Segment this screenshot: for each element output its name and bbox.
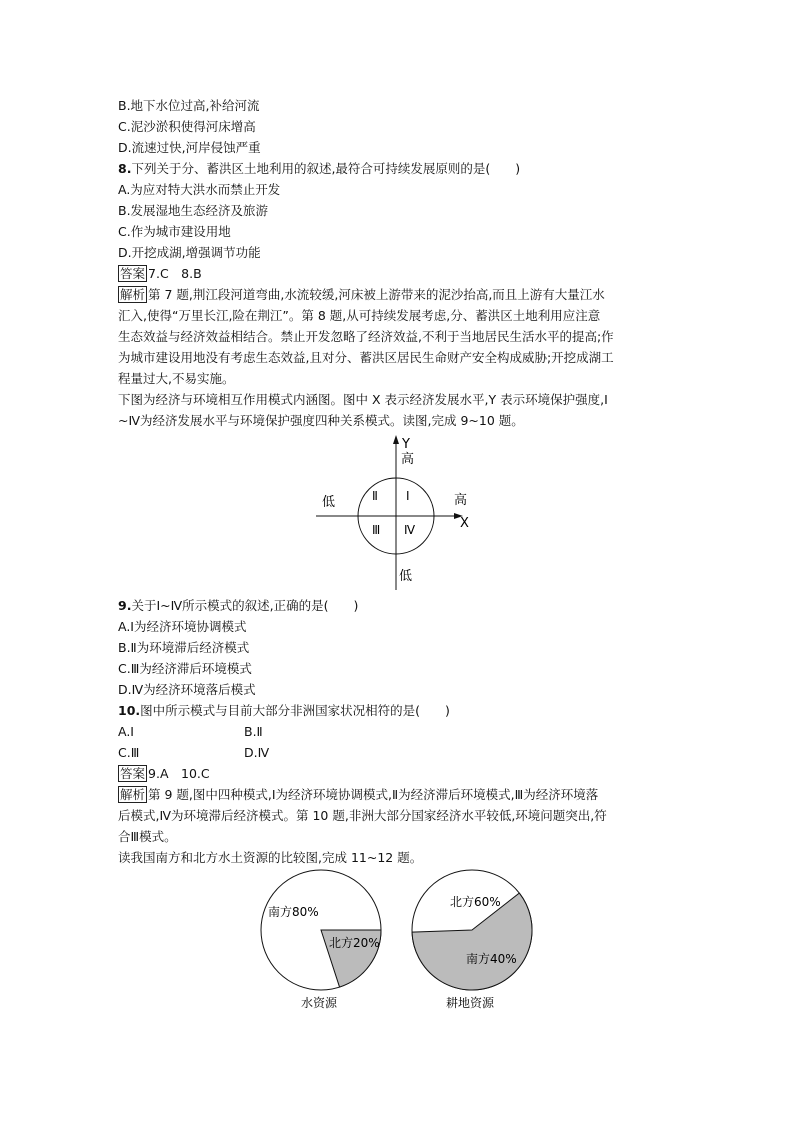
analysis-line: 汇入,使得“万里长江,险在荆江”。第 8 题,从可持续发展考虑,分、蓄洪区土地利用应注意 [118, 308, 601, 323]
water-south-label: 南方80% [268, 905, 319, 919]
answer-label: 答案 [120, 266, 146, 281]
analysis-line: 为城市建设用地没有考虑生态效益,且对分、蓄洪区居民生命财产安全构成威胁;开挖成湖工 [118, 350, 614, 365]
analysis-text: 第 9 题,图中四种模式,Ⅰ为经济环境协调模式,Ⅱ为经济滞后环境模式,Ⅲ为经济环境落 [148, 787, 599, 802]
q9-option-d: D.Ⅳ为经济环境落后模式 [118, 682, 256, 697]
x-axis-label: X [460, 516, 469, 531]
intro-line: 读我国南方和北方水土资源的比较图,完成 11~12 题。 [118, 850, 423, 865]
analysis-line: 生态效益与经济效益相结合。禁止开发忽略了经济效益,不利于当地居民生活水平的提高;作 [118, 329, 614, 344]
y-axis-arrow [393, 435, 399, 444]
q10-number: 10. [118, 703, 141, 718]
answer-text: 7.C 8.B [148, 266, 202, 281]
analysis-line: 合Ⅲ模式。 [118, 829, 177, 844]
intro-line: ~Ⅳ为经济发展水平与环境保护强度四种关系模式。读图,完成 9~10 题。 [118, 413, 524, 428]
q8-option-d: D.开挖成湖,增强调节功能 [118, 245, 261, 260]
q7-option-d: D.流速过快,河岸侵蚀严重 [118, 140, 261, 155]
answer-block-2 [118, 764, 210, 784]
q8-stem-text: 下列关于分、蓄洪区土地利用的叙述,最符合可持续发展原则的是( ) [131, 161, 521, 176]
q9-stem [118, 596, 358, 616]
analysis-text: 第 7 题,荆江段河道弯曲,水流较缓,河床被上游带来的泥沙抬高,而且上游有大量江水 [148, 287, 605, 302]
farmland-pie-title: 耕地资源 [446, 996, 495, 1010]
analysis-line [118, 285, 605, 305]
answer-text: 9.A 10.C [148, 766, 210, 781]
analysis-label: 解析 [120, 787, 146, 802]
y-high-label: 高 [401, 452, 415, 467]
q10-option-b: B.Ⅱ [244, 724, 263, 739]
quadrant-2-label: Ⅱ [372, 489, 378, 503]
q10-option-a: A.Ⅰ [118, 724, 134, 739]
analysis-line [118, 785, 598, 805]
analysis-label: 解析 [120, 287, 146, 302]
farmland-south-label: 南方40% [466, 952, 517, 966]
answer-block-1 [118, 264, 202, 284]
quadrant-3-label: Ⅲ [372, 523, 381, 537]
q9-stem-text: 关于Ⅰ~Ⅳ所示模式的叙述,正确的是( ) [131, 598, 359, 613]
q10-stem [118, 701, 450, 721]
quadrant-1-label: Ⅰ [406, 489, 410, 503]
quadrant-4-label: Ⅳ [404, 523, 416, 537]
analysis-line: 后模式,Ⅳ为环境滞后经济模式。第 10 题,非洲大部分国家经济水平较低,环境问题突出,符 [118, 808, 607, 823]
q8-option-c: C.作为城市建设用地 [118, 224, 231, 239]
q8-number: 8. [118, 161, 132, 176]
answer-label: 答案 [120, 766, 146, 781]
q7-option-c: C.泥沙淤积使得河床增高 [118, 119, 256, 134]
analysis-line: 程量过大,不易实施。 [118, 371, 235, 386]
q8-option-b: B.发展湿地生态经济及旅游 [118, 203, 269, 218]
q10-option-d: D.Ⅳ [244, 745, 270, 760]
water-north-label: 北方20% [329, 936, 380, 950]
q10-option-c: C.Ⅲ [118, 745, 140, 760]
intro-line: 下图为经济与环境相互作用模式内涵图。图中 X 表示经济发展水平,Y 表示环境保护强度,Ⅰ [118, 392, 608, 407]
q7-option-b: B.地下水位过高,补给河流 [118, 98, 260, 113]
y-axis-label: Y [402, 437, 410, 452]
q9-option-c: C.Ⅲ为经济滞后环境模式 [118, 661, 252, 676]
q8-stem [118, 159, 520, 179]
x-high-label: 高 [454, 493, 468, 508]
q9-option-a: A.Ⅰ为经济环境协调模式 [118, 619, 247, 634]
y-low-label: 低 [399, 569, 413, 584]
q10-stem-text: 图中所示模式与目前大部分非洲国家状况相符的是( ) [140, 703, 450, 718]
water-pie-title: 水资源 [301, 996, 338, 1010]
q9-number: 9. [118, 598, 132, 613]
q8-option-a: A.为应对特大洪水而禁止开发 [118, 182, 281, 197]
q9-option-b: B.Ⅱ为环境滞后经济模式 [118, 640, 250, 655]
farmland-north-label: 北方60% [450, 895, 501, 909]
resource-pie-charts [250, 866, 550, 1016]
x-low-label: 低 [322, 495, 336, 510]
economy-environment-diagram [300, 432, 500, 592]
